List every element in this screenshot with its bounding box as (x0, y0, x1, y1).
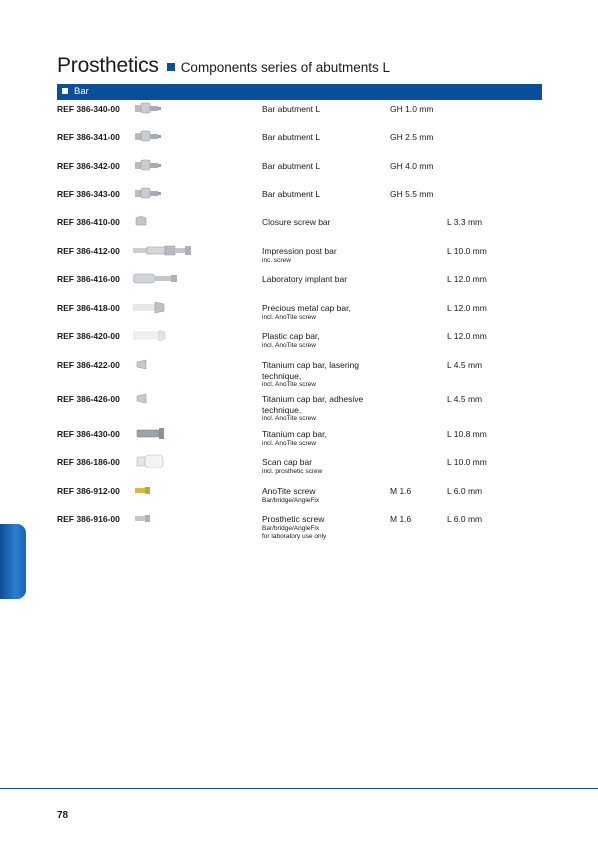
component-name: Bar abutment L (262, 104, 321, 114)
ref-number: REF 386-186-00 (57, 457, 120, 467)
spec-height: GH 5.5 mm (390, 189, 434, 199)
anotite-screw-icon (133, 483, 193, 497)
titanium-cap-icon (133, 357, 193, 371)
page-number: 78 (57, 810, 69, 821)
ref-number: REF 386-342-00 (57, 161, 120, 171)
page-header (57, 54, 390, 78)
plastic-cap-icon (133, 328, 193, 342)
component-note: Bar/bridge/AngleFix (262, 496, 320, 504)
component-name: Scan cap bar (262, 457, 313, 467)
component-description (262, 514, 392, 541)
component-description (262, 331, 392, 350)
component-name: Titanium cap bar, lasering technique, (262, 360, 360, 381)
component-description (262, 303, 392, 322)
component-description (262, 394, 392, 423)
ref-number: REF 386-430-00 (57, 429, 120, 439)
bar-abutment-icon (133, 101, 193, 115)
titanium-cap-long-icon (133, 426, 193, 440)
bar-abutment-icon (133, 129, 193, 143)
spec-length: L 6.0 mm (447, 514, 483, 524)
component-note: incl. AnoTite screw (262, 381, 316, 388)
spec-length: L 12.0 mm (447, 274, 487, 284)
component-description (262, 457, 392, 476)
component-description (262, 360, 392, 389)
component-description (262, 274, 392, 285)
component-note: Bar/bridge/AngleFix (262, 524, 320, 532)
spec-height: GH 2.5 mm (390, 132, 434, 142)
spec-height: M 1.6 (390, 514, 412, 524)
spec-length: L 10.8 mm (447, 429, 487, 439)
component-name: Precious metal cap bar, (262, 303, 351, 313)
precious-metal-cap-icon (133, 300, 193, 314)
spec-length: L 12.0 mm (447, 303, 487, 313)
component-description (262, 486, 392, 505)
spec-length: L 10.0 mm (447, 246, 487, 256)
spec-length: L 3.3 mm (447, 217, 483, 227)
component-note: incl. AnoTite screw (262, 415, 316, 422)
prosthetic-screw-icon (133, 511, 193, 525)
bar-abutment-icon (133, 186, 193, 200)
component-description (262, 189, 392, 200)
spec-length: L 6.0 mm (447, 486, 483, 496)
component-description (262, 246, 392, 265)
component-description (262, 429, 392, 448)
component-description (262, 161, 392, 172)
component-description (262, 132, 392, 143)
component-name: Impression post bar (262, 246, 337, 256)
square-bullet-icon (167, 63, 175, 71)
component-name: Laboratory implant bar (262, 274, 348, 284)
ref-number: REF 386-340-00 (57, 104, 120, 114)
spec-height: M 1.6 (390, 486, 412, 496)
ref-number: REF 386-912-00 (57, 486, 120, 496)
component-name: AnoTite screw (262, 486, 316, 496)
laboratory-implant-icon (133, 271, 193, 285)
footer-divider (0, 788, 598, 789)
page-subtitle: Components series of abutments L (180, 60, 391, 75)
ref-number: REF 386-422-00 (57, 360, 120, 370)
spec-length: L 10.0 mm (447, 457, 487, 467)
ref-number: REF 386-341-00 (57, 132, 120, 142)
component-name: Bar abutment L (262, 189, 321, 199)
ref-number: REF 386-412-00 (57, 246, 120, 256)
component-name: Plastic cap bar, (262, 331, 320, 341)
ref-number: REF 386-410-00 (57, 217, 120, 227)
component-note: incl. AnoTite screw (262, 313, 316, 321)
scan-cap-icon (133, 454, 193, 468)
side-tab (0, 524, 26, 599)
ref-number: REF 386-343-00 (57, 189, 120, 199)
component-note: for laboratory use only (262, 532, 327, 540)
spec-length: L 4.5 mm (447, 394, 483, 404)
component-note: inc. screw (262, 256, 291, 264)
spec-length: L 4.5 mm (447, 360, 483, 370)
spec-length: L 12.0 mm (447, 331, 487, 341)
bar-abutment-icon (133, 158, 193, 172)
section-header-bar (57, 84, 542, 100)
titanium-cap-icon (133, 391, 193, 405)
page-title: Prosthetics (57, 54, 159, 77)
component-name: Prosthetic screw (262, 514, 325, 524)
component-note: incl. AnoTite screw (262, 341, 316, 349)
ref-number: REF 386-420-00 (57, 331, 120, 341)
ref-number: REF 386-416-00 (57, 274, 120, 284)
section-label: Bar (74, 86, 89, 97)
component-name: Closure screw bar (262, 217, 331, 227)
component-note: incl. AnoTite screw (262, 439, 316, 447)
component-description (262, 104, 392, 115)
component-name: Bar abutment L (262, 161, 321, 171)
component-name: Bar abutment L (262, 132, 321, 142)
ref-number: REF 386-916-00 (57, 514, 120, 524)
component-description (262, 217, 392, 228)
ref-number: REF 386-426-00 (57, 394, 120, 404)
ref-number: REF 386-418-00 (57, 303, 120, 313)
spec-height: GH 1.0 mm (390, 104, 434, 114)
component-note: incl. prosthetic screw (262, 467, 323, 475)
impression-post-icon (133, 243, 193, 257)
spec-height: GH 4.0 mm (390, 161, 434, 171)
component-name: Titanium cap bar, (262, 429, 327, 439)
square-bullet-icon (62, 88, 68, 94)
component-name: Titanium cap bar, adhesive technique, (262, 394, 364, 415)
closure-screw-icon (133, 214, 193, 228)
